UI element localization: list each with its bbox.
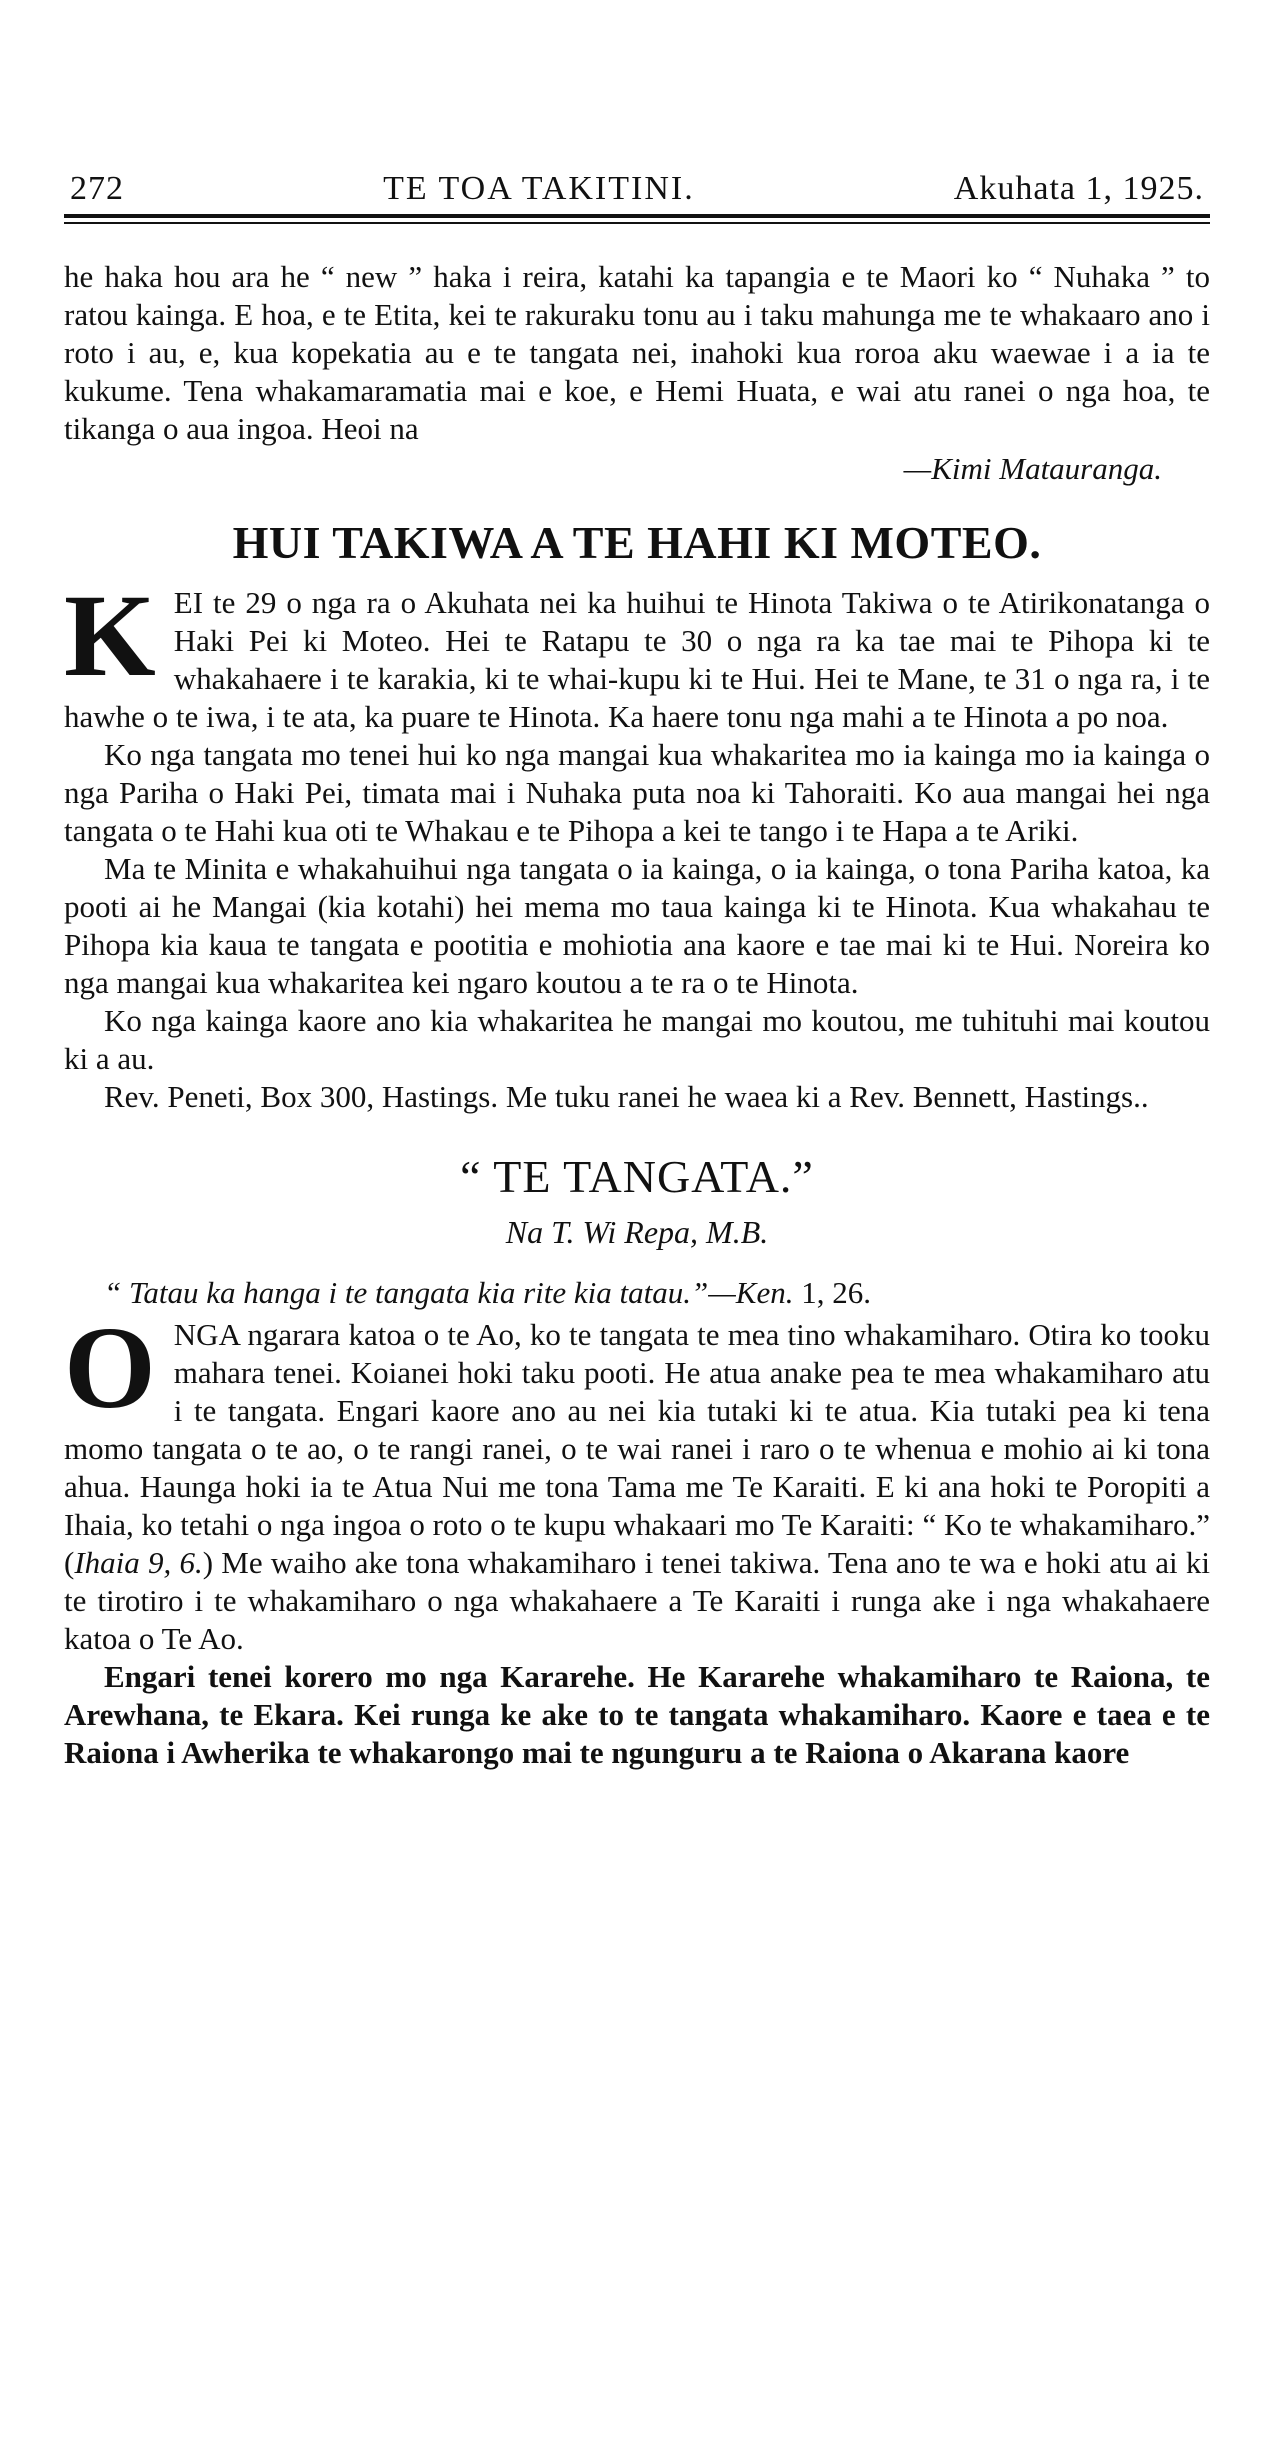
dropcap-k: K (64, 570, 156, 701)
continued-paragraph: he haka hou ara he “ new ” haka i reira, katahi ka tapangia e te Maori ko “ Nuhaka ” to ratou kainga. E hoa, e te Etita, kei te rakuraku tonu au i taku mahunga me te whakaaro ano i roto i au, e, kua kopekatia au e te tangata nei, inahoki kua roroa aku waewae i a ia te kukume. Tena whakamaramatia mai e koe, e Hemi Huata, e wai atu ranei o nga hoa, te tikanga o aua ingoa. Heoi na (64, 259, 1210, 446)
publication-title: TE TOA TAKITINI. (383, 170, 695, 207)
epigraph (64, 1274, 1210, 1312)
tangata-paragraph-1-text: NGA ngarara katoa o te Ao, ko te tangata te mea tino whakamiharo. Otira ko tooku mahara tenei. Koianei hoki taku pooti. He atua anake pea te mea whakamiharo atu i te tangata. Engari kaore ano au nei kia tutaki ki te atua. Kia tutaki pea ki tena momo tangata o te ao, o te rangi ranei, o te wai ranei i raro o te whenua e mohio ai ki tona ahua. Haunga hoki ia te Atua Nui me tona Tama me Te Karaiti. E ki ana hoki te Poropiti a Ihaia, ko tetahi o nga ingoa o roto o te kupu whakaari mo Te Karaiti: “ Ko te whakamiharo.” ( (64, 1317, 1210, 1580)
epigraph-quote: “ Tatau ka hanga i te tangata kia rite kia tatau.”— (104, 1275, 736, 1310)
running-header (64, 170, 1210, 208)
tangata-paragraph-2: Engari tenei korero mo nga Kararehe. He Kararehe whakamiharo te Raiona, te Arewhana, te Ekara. Kei runga ke ake to te tangata whakamiharo. Kaore e taea e te Raiona i Awherika te whakarongo mai te ngunguru a te Raiona o Akarana kaore (64, 1659, 1210, 1770)
hui-paragraph-5: Rev. Peneti, Box 300, Hastings. Me tuku ranei he waea ki a Rev. Bennett, Hastings.. (104, 1079, 1149, 1114)
issue-date: Akuhata 1, 1925. (953, 170, 1204, 207)
hui-paragraph-1-text: EI te 29 o nga ra o Akuhata nei ka huihui te Hinota Takiwa o te Atirikonatanga o Haki Pei ki Moteo. Hei te Ratapu te 30 o nga ra ka tae mai te Pihopa ki te whakahaere i te karakia, ki te whai-kupu ki te Hui. Hei te Mane, te 31 o nga ra, i te hawhe o te iwa, i te ata, ka puare te Hinota. Ka haere tonu nga mahi a te Hinota a po noa. (64, 585, 1210, 734)
epigraph-reference: Ken. (735, 1275, 794, 1310)
article-heading-hui: HUI TAKIWA A TE HAHI KI MOTEO. (232, 517, 1042, 568)
hui-paragraph-2: Ko nga tangata mo tenei hui ko nga mangai kua whakaritea mo ia kainga mo ia kainga o nga Pariha o Haki Pei, timata mai i Nuhaka puta noa ki Tahoraiti. Ko aua mangai hei nga tangata o te Hahi kua oti te Whakau e te Pihopa a kei te tango i te Hapa a te Ariki. (64, 737, 1210, 848)
article-body-tangata (64, 1302, 1210, 1772)
author-signature: —Kimi Matauranga. (903, 451, 1162, 486)
tangata-paragraph-1 (64, 1302, 1210, 1658)
hui-paragraph-4: Ko nga kainga kaore ano kia whakaritea he mangai mo koutou, me tuhituhi mai koutou ki a au. (64, 1003, 1210, 1076)
header-rule-thick (64, 214, 1210, 218)
article-heading-tangata: “ TE TANGATA.” (460, 1151, 814, 1202)
epigraph-reference-tail: 1, 26. (793, 1275, 871, 1310)
hui-paragraph-3: Ma te Minita e whakahuihui nga tangata o ia kainga, o ia kainga, o tona Pariha katoa, ka pooti ai he Mangai (kia kotahi) hei mema mo taua kainga ki te Hinota. Kua whakahau te Pihopa kia kaua te tangata e pootitia e mohiotia ana kaore e tae mai ki te Hui. Noreira ko nga mangai kua whakaritea kei ngaro koutou a te ra o te Hinota. (64, 851, 1210, 1000)
article-body-hui (64, 570, 1210, 1116)
page-number: 272 (70, 170, 124, 207)
article-byline: Na T. Wi Repa, M.B. (505, 1214, 769, 1250)
tangata-paragraph-1-tail: ) Me waiho ake tona whakamiharo i tenei takiwa. Tena ano te wa e hoki atu ai ki te tirotiro i te whakamiharo o nga whakahaere a Te Karaiti i runga ake i nga whakahaere katoa o Te Ao. (64, 1545, 1210, 1656)
dropcap-o: O (64, 1302, 156, 1433)
hui-paragraph-1 (64, 570, 1210, 736)
tangata-scripture-ref: Ihaia 9, 6. (74, 1545, 203, 1580)
page (64, 170, 1210, 1772)
